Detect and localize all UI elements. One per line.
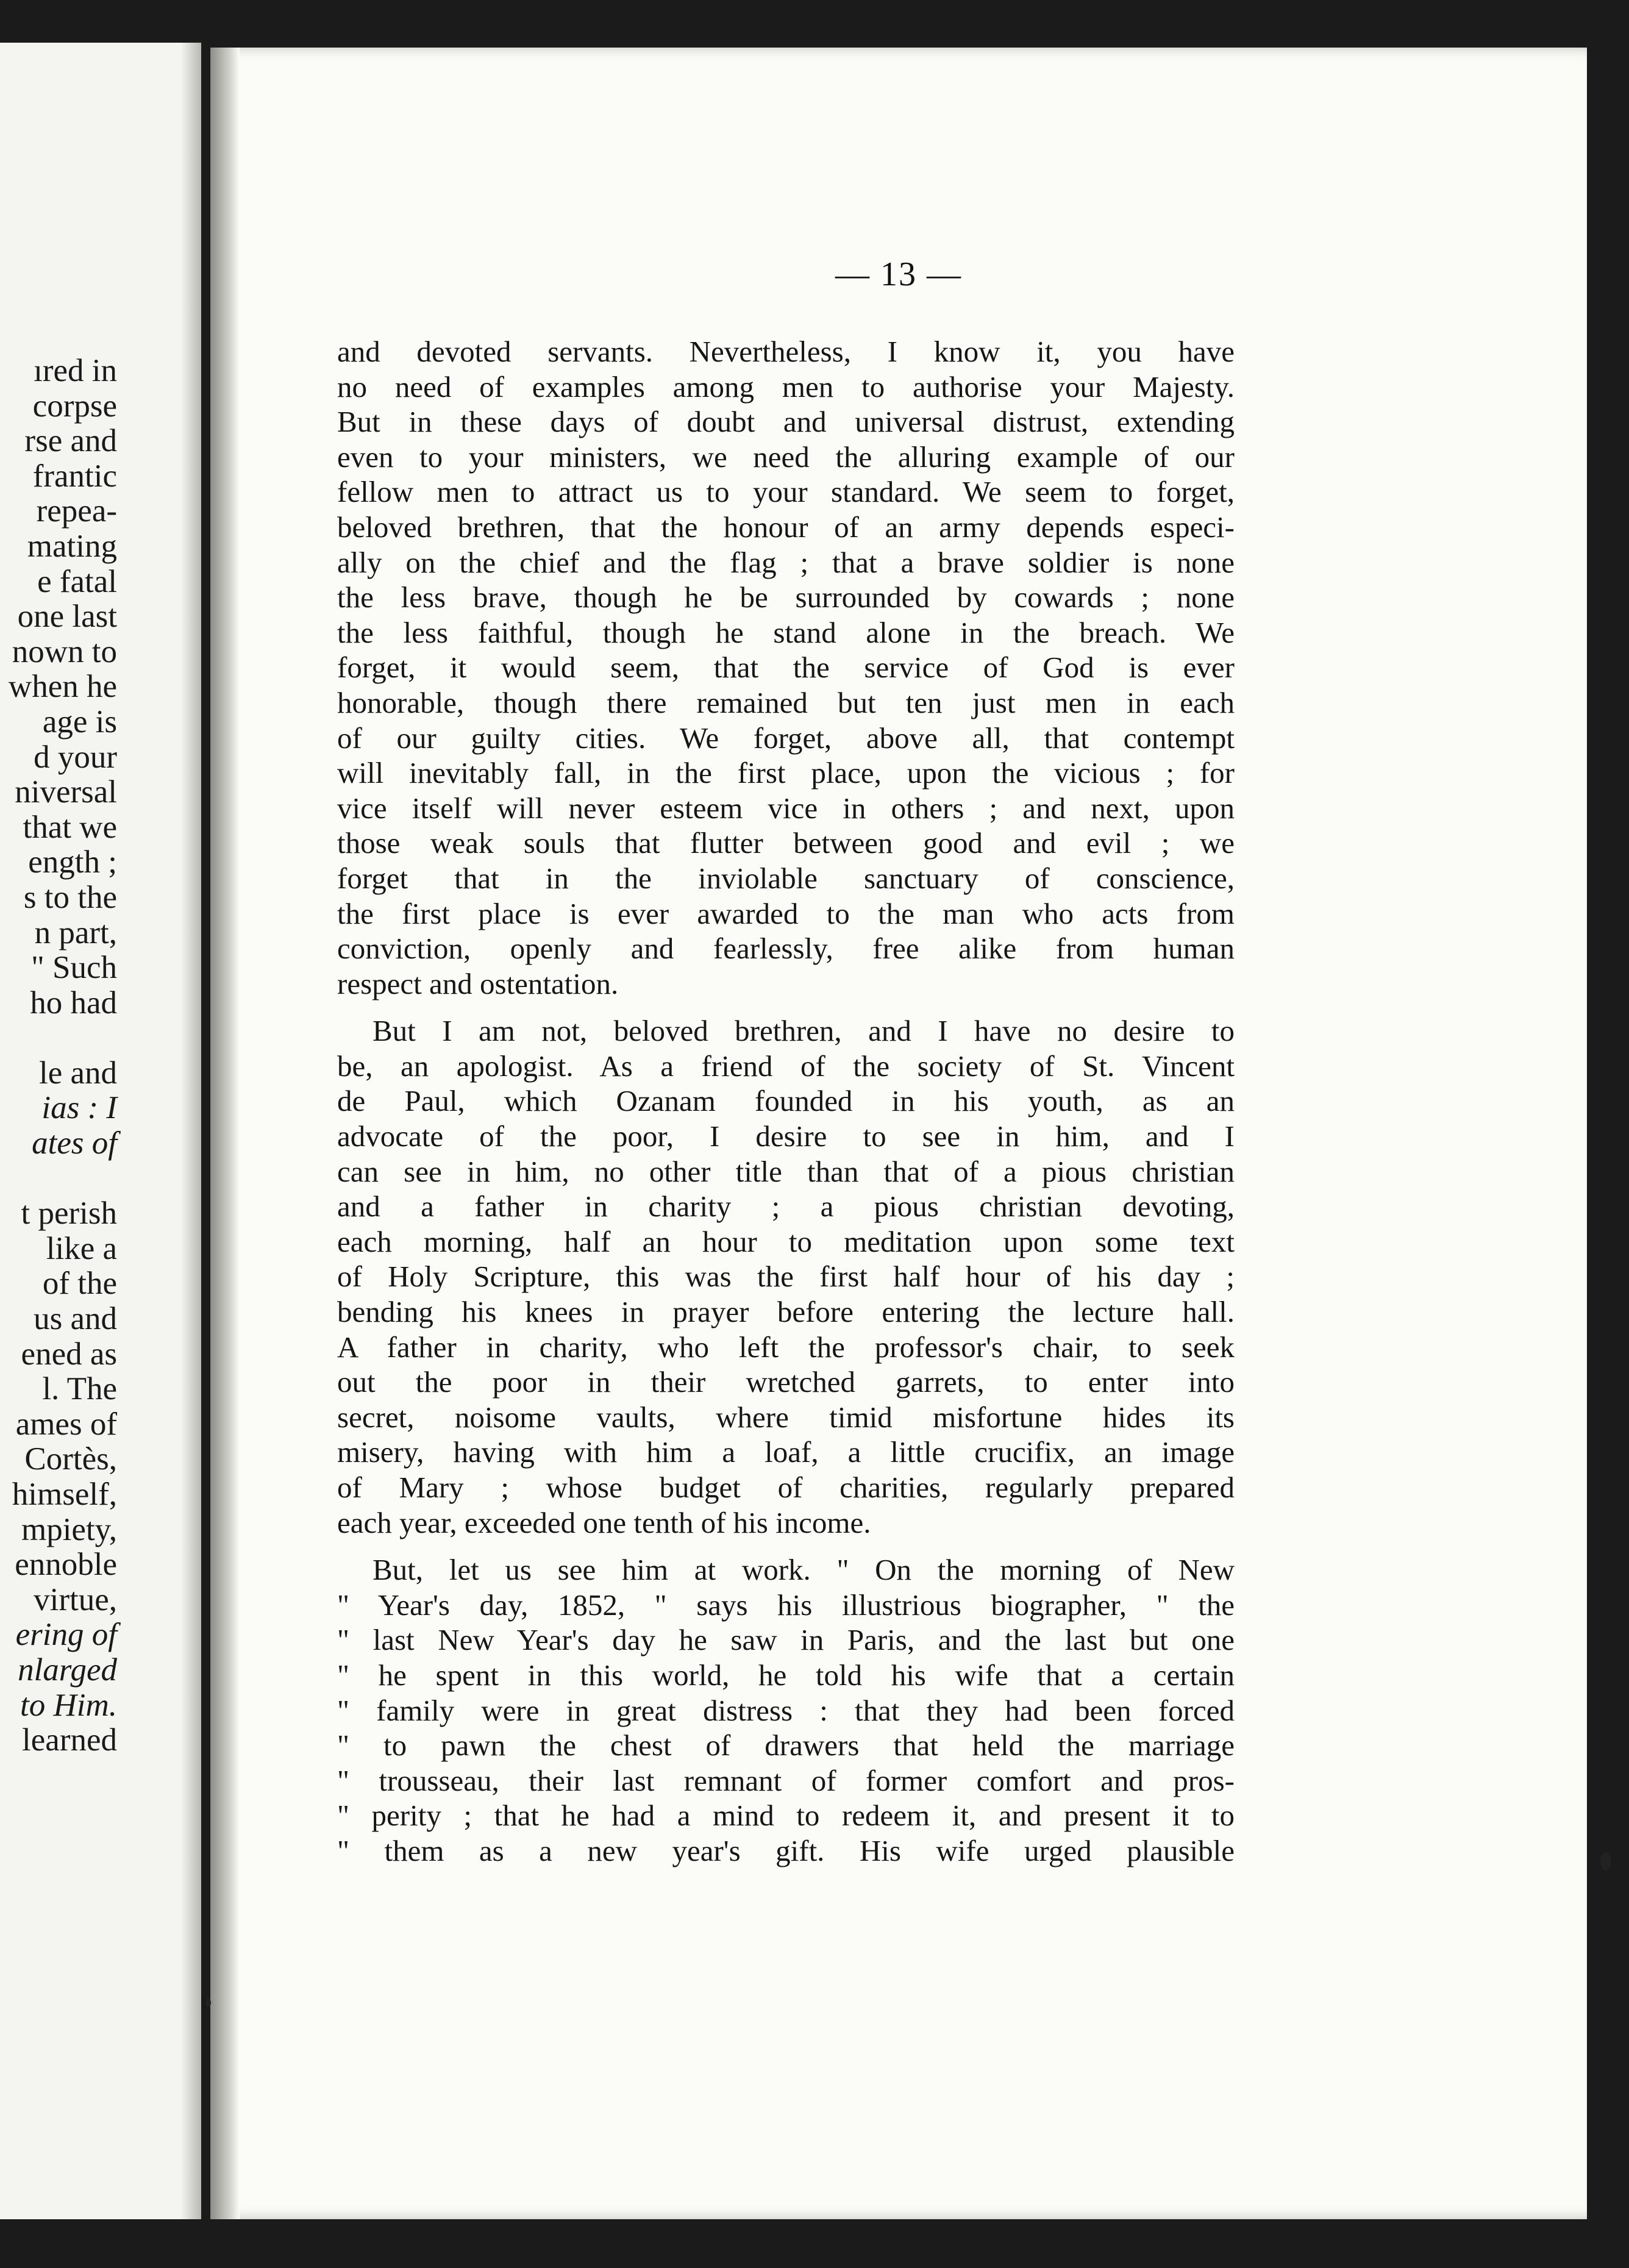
current-page bbox=[210, 48, 1587, 2219]
previous-page-line: ering of bbox=[15, 1617, 117, 1653]
previous-page-line: d your bbox=[34, 739, 117, 775]
text-line: respect and ostentation. bbox=[337, 966, 619, 1000]
print-speck bbox=[205, 1999, 211, 2007]
text-line: honorable, though there remained but ten just men in each bbox=[337, 685, 1235, 719]
text-line: " Year's day, 1852, " says his illustrious biographer, " the bbox=[337, 1588, 1235, 1622]
previous-page-line: like a bbox=[46, 1230, 117, 1266]
text-line: forget, it would seem, that the service of God is ever bbox=[337, 651, 1235, 685]
previous-page-line: e fatal bbox=[37, 563, 117, 599]
previous-page-line: age is bbox=[42, 704, 117, 740]
text-line: out the poor in their wretched garrets, to enter into bbox=[337, 1365, 1235, 1399]
previous-page-line: t perish bbox=[21, 1196, 117, 1232]
body-text bbox=[337, 334, 1235, 1869]
text-line: " to pawn the chest of drawers that held the marriage bbox=[337, 1728, 1235, 1763]
text-line: But, let us see him at work. " On the morning of New bbox=[372, 1553, 1235, 1587]
page-spine-shadow bbox=[210, 48, 240, 2219]
text-line: the less faithful, though he stand alone in the breach. We bbox=[337, 615, 1235, 649]
text-line: But I am not, beloved brethren, and I have no desire to bbox=[372, 1014, 1235, 1048]
previous-page-line: when he bbox=[8, 669, 117, 705]
text-line: " perity ; that he had a mind to redeem it, and present it to bbox=[337, 1799, 1235, 1833]
text-line: the first place is ever awarded to the man who acts from bbox=[337, 896, 1235, 930]
previous-page-line: frantic bbox=[32, 458, 117, 494]
text-line: even to your ministers, we need the alluring example of our bbox=[337, 440, 1235, 474]
text-line: conviction, openly and fearlessly, free alike from human bbox=[337, 932, 1235, 966]
text-line: beloved brethren, that the honour of an army depends especi- bbox=[337, 510, 1235, 544]
paragraph bbox=[337, 334, 1235, 1001]
text-line: of Holy Scripture, this was the first half hour of his day ; bbox=[337, 1260, 1235, 1294]
previous-page-line: ıred in bbox=[34, 353, 117, 388]
previous-page-line: virtue, bbox=[34, 1582, 117, 1617]
previous-page-line: corpse bbox=[32, 388, 117, 424]
text-line: no need of examples among men to authorise your Majesty. bbox=[337, 369, 1235, 404]
previous-page-line: niversal bbox=[15, 774, 117, 810]
text-line: vice itself will never esteem vice in others ; and next, upon bbox=[337, 791, 1235, 825]
previous-page-line: n part, bbox=[34, 915, 117, 950]
text-line: " trousseau, their last remnant of former comfort and pros- bbox=[337, 1763, 1235, 1797]
text-line: of Mary ; whose budget of charities, regularly prepared bbox=[337, 1471, 1235, 1504]
previous-page-line: that we bbox=[23, 809, 117, 845]
text-line: misery, having with him a loaf, a little crucifix, an image bbox=[337, 1435, 1235, 1469]
previous-page-line: mpiety, bbox=[21, 1511, 117, 1547]
previous-page-line: rse and bbox=[24, 423, 117, 459]
previous-page-line: le and bbox=[38, 1055, 117, 1091]
text-line: each year, exceeded one tenth of his income. bbox=[337, 1505, 871, 1539]
previous-page-line: ennoble bbox=[15, 1547, 117, 1583]
previous-page-line: ames of bbox=[15, 1406, 117, 1442]
text-line: forget that in the inviolable sanctuary of conscience, bbox=[337, 861, 1235, 895]
previous-page-line: ength ; bbox=[28, 844, 117, 880]
previous-page-line: nlarged bbox=[18, 1652, 117, 1688]
previous-page-line: ened as bbox=[21, 1336, 117, 1372]
text-line: will inevitably fall, in the first place, upon the vicious ; for bbox=[337, 756, 1235, 790]
text-line: each morning, half an hour to meditation upon some text bbox=[337, 1224, 1235, 1258]
previous-page-line: us and bbox=[34, 1301, 117, 1337]
text-line: " last New Year's day he saw in Paris, and the last but one bbox=[337, 1623, 1235, 1657]
text-line: and devoted servants. Nevertheless, I know it, you have bbox=[337, 335, 1235, 368]
previous-page-line: ho had bbox=[30, 985, 117, 1021]
previous-page-strip bbox=[0, 43, 201, 2219]
previous-page-line: ias : I bbox=[41, 1090, 117, 1126]
text-line: " he spent in this world, he told his wife that a certain bbox=[337, 1658, 1235, 1692]
text-line: secret, noisome vaults, where timid misfortune hides its bbox=[337, 1400, 1235, 1434]
text-line: fellow men to attract us to your standard. We seem to forget, bbox=[337, 475, 1235, 509]
text-line: can see in him, no other title than that of a pious christian bbox=[337, 1154, 1235, 1188]
previous-page-line: to Him. bbox=[20, 1687, 117, 1723]
previous-page-line: one last bbox=[17, 599, 117, 635]
previous-page-line: Cortès, bbox=[24, 1441, 117, 1477]
text-line: of our guilty cities. We forget, above all, that contempt bbox=[337, 721, 1235, 755]
paragraph bbox=[337, 1552, 1235, 1868]
previous-page-text bbox=[0, 354, 117, 1758]
text-line: those weak souls that flutter between good and evil ; we bbox=[337, 826, 1235, 860]
previous-page-line: learned bbox=[22, 1722, 117, 1758]
previous-page-line: mating bbox=[27, 528, 117, 564]
text-line: A father in charity, who left the professor's chair, to seek bbox=[337, 1330, 1235, 1364]
text-line: bending his knees in prayer before entering the lecture hall. bbox=[337, 1295, 1235, 1329]
previous-page-line bbox=[0, 1161, 117, 1197]
text-line: ally on the chief and the flag ; that a brave soldier is none bbox=[337, 545, 1235, 579]
left-gutter-shadow bbox=[180, 43, 201, 2219]
text-line: and a father in charity ; a pious christian devoting, bbox=[337, 1189, 1235, 1224]
text-line: advocate of the poor, I desire to see in him, and I bbox=[337, 1119, 1235, 1154]
previous-page-line: repea- bbox=[36, 493, 117, 529]
text-line: " family were in great distress : that they had been forced bbox=[337, 1693, 1235, 1727]
page-number: — 13 — bbox=[835, 255, 962, 293]
text-line: But in these days of doubt and universal distrust, extending bbox=[337, 405, 1235, 439]
paragraph bbox=[337, 1013, 1235, 1540]
text-line: " them as a new year's gift. His wife urged plausible bbox=[337, 1833, 1235, 1867]
previous-page-line: " Such bbox=[31, 950, 117, 986]
previous-page-line: nown to bbox=[12, 633, 117, 669]
previous-page-line: l. The bbox=[42, 1371, 117, 1407]
previous-page-line: s to the bbox=[23, 879, 117, 915]
previous-page-line: ates of bbox=[32, 1125, 117, 1161]
previous-page-line: of the bbox=[42, 1266, 117, 1302]
previous-page-line: himself, bbox=[12, 1477, 117, 1512]
text-line: be, an apologist. As a friend of the society of St. Vincent bbox=[337, 1049, 1235, 1083]
text-line: the less brave, though he be surrounded by cowards ; none bbox=[337, 580, 1235, 615]
previous-page-line bbox=[0, 1021, 117, 1056]
print-speck bbox=[1600, 1852, 1611, 1870]
text-line: de Paul, which Ozanam founded in his youth, as an bbox=[337, 1084, 1235, 1118]
